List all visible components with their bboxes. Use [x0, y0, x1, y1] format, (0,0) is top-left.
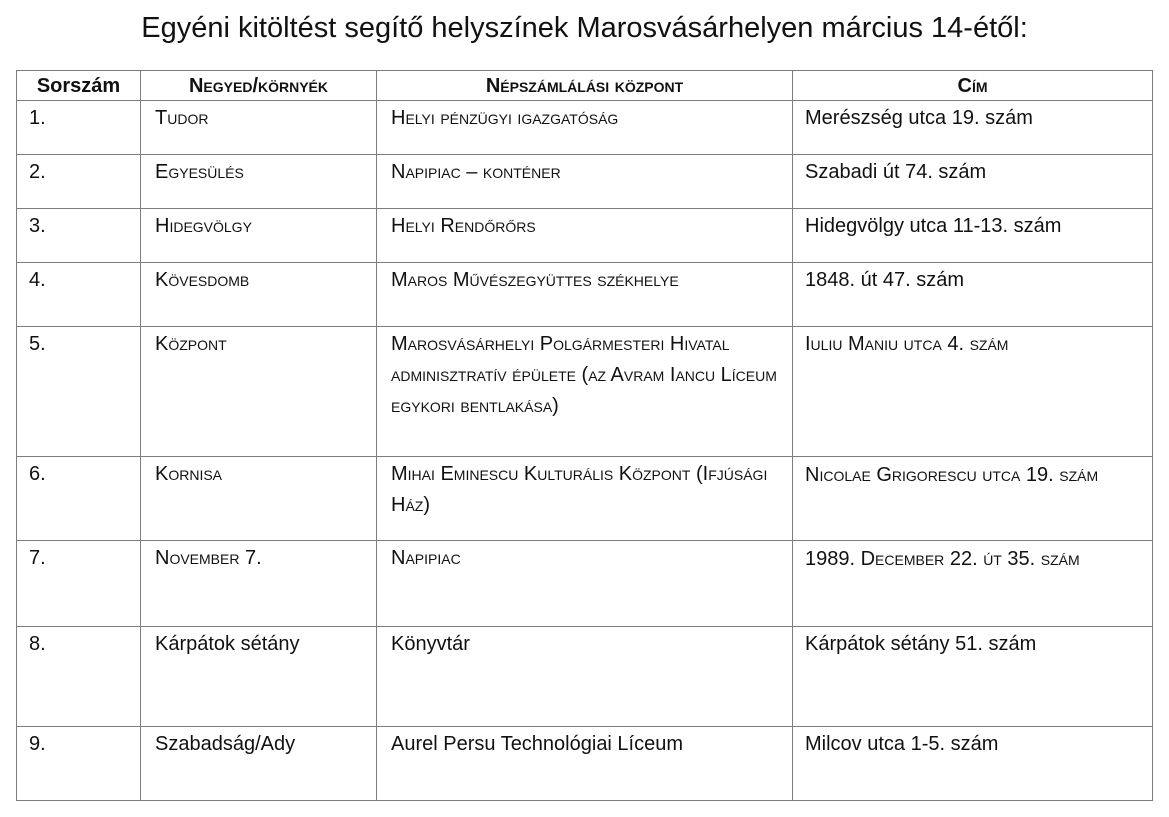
address-cell: Merészség utca 19. szám [793, 101, 1153, 155]
district-cell: Kárpátok sétány [141, 627, 377, 727]
header-kozpont: Népszámlálási központ [377, 71, 793, 101]
table-row [17, 627, 1153, 727]
district-cell: Szabadság/Ady [141, 727, 377, 801]
center-cell: Aurel Persu Technológiai Líceum [377, 727, 793, 801]
row-number: 9. [17, 727, 141, 801]
district-cell: Tudor [141, 101, 377, 155]
row-number: 4. [17, 263, 141, 327]
table-row [17, 101, 1153, 155]
table-row [17, 155, 1153, 209]
district-cell: Egyesülés [141, 155, 377, 209]
center-cell: Napipiac [377, 541, 793, 627]
row-number: 2. [17, 155, 141, 209]
header-negyed: Negyed/környék [141, 71, 377, 101]
table-row [17, 457, 1153, 541]
address-cell: 1848. út 47. szám [793, 263, 1153, 327]
table-row [17, 327, 1153, 457]
center-cell: Maros Művészegyüttes székhelye [377, 263, 793, 327]
center-cell: Marosvásárhelyi Polgármesteri Hivatal adminisztratív épülete (az Avram Iancu Líceum egykori bentlakása) [377, 327, 793, 457]
table-row [17, 263, 1153, 327]
header-sorszam: Sorszám [17, 71, 141, 101]
address-cell: Hidegvölgy utca 11-13. szám [793, 209, 1153, 263]
address-cell: 1989. December 22. út 35. szám [793, 541, 1153, 627]
row-number: 1. [17, 101, 141, 155]
row-number: 7. [17, 541, 141, 627]
header-cim: Cím [793, 71, 1153, 101]
district-cell: Kövesdomb [141, 263, 377, 327]
table-row [17, 727, 1153, 801]
row-number: 8. [17, 627, 141, 727]
address-cell: Milcov utca 1-5. szám [793, 727, 1153, 801]
table-row [17, 209, 1153, 263]
center-cell: Napipiac – konténer [377, 155, 793, 209]
address-cell: Kárpátok sétány 51. szám [793, 627, 1153, 727]
row-number: 6. [17, 457, 141, 541]
address-cell: Iuliu Maniu utca 4. szám [793, 327, 1153, 457]
row-number: 3. [17, 209, 141, 263]
page-title: Egyéni kitöltést segítő helyszínek Marosvásárhelyen március 14-étől: [141, 12, 1028, 44]
table-header-row [17, 71, 1153, 101]
center-cell: Könyvtár [377, 627, 793, 727]
row-number: 5. [17, 327, 141, 457]
district-cell: Központ [141, 327, 377, 457]
center-cell: Helyi pénzügyi igazgatóság [377, 101, 793, 155]
district-cell: November 7. [141, 541, 377, 627]
district-cell: Kornisa [141, 457, 377, 541]
district-cell: Hidegvölgy [141, 209, 377, 263]
locations-table [16, 70, 1153, 801]
center-cell: Helyi Rendőrőrs [377, 209, 793, 263]
center-cell: Mihai Eminescu Kulturális Központ (Ifjúsági Ház) [377, 457, 793, 541]
address-cell: Szabadi út 74. szám [793, 155, 1153, 209]
table-row [17, 541, 1153, 627]
address-cell: Nicolae Grigorescu utca 19. szám [793, 457, 1153, 541]
